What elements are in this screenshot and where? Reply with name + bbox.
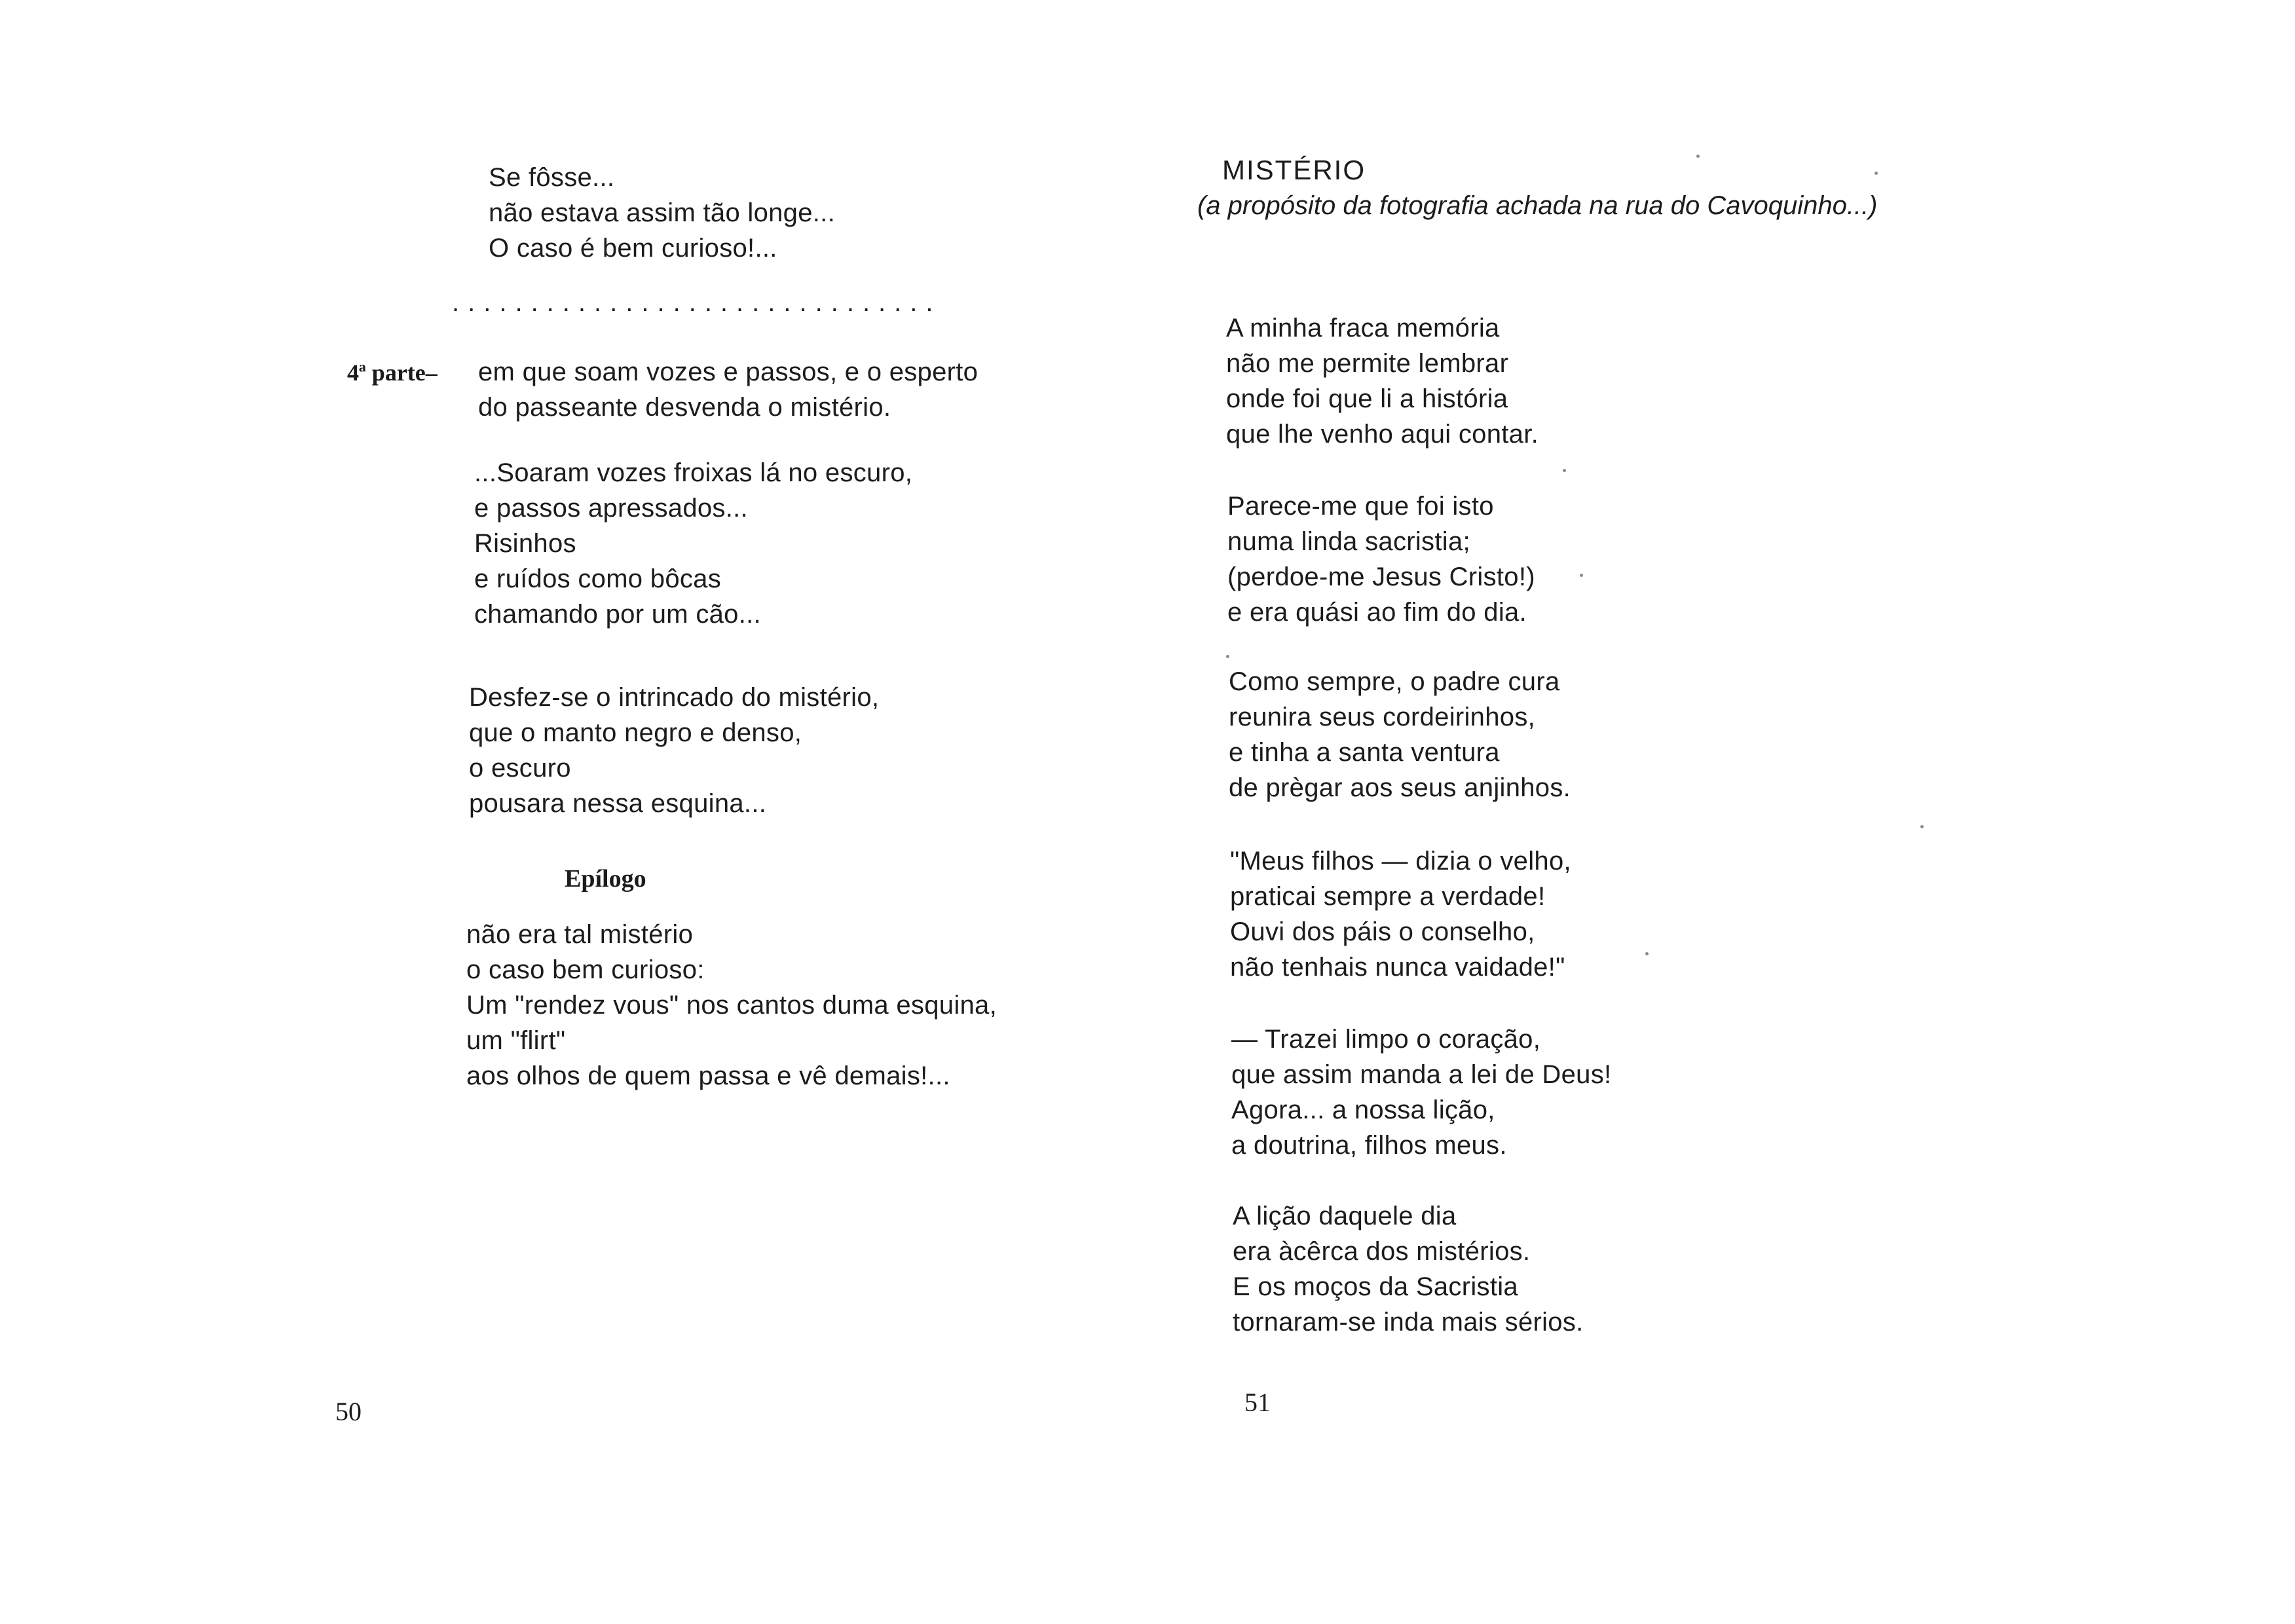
stanza-5 (1231, 1022, 1611, 1163)
poem-title: MISTÉRIO (1222, 155, 1366, 185)
scan-speck (1580, 574, 1583, 577)
verse-line: Desfez-se o intrincado do mistério, (469, 683, 880, 712)
stanza-2 (1227, 489, 1535, 630)
verse-line: Parece-me que foi isto (1227, 492, 1494, 521)
verse-line: chamando por um cão... (474, 600, 761, 629)
scan-speck (1875, 172, 1878, 175)
verse-line: A minha fraca memória (1226, 314, 1500, 342)
scan-speck (1563, 469, 1566, 472)
verse-line: numa linda sacristia; (1227, 527, 1470, 556)
verse-line: era àcêrca dos mistérios. (1233, 1237, 1531, 1266)
epilogue-heading: Epílogo (565, 865, 646, 893)
stanza-4 (1230, 843, 1571, 985)
page-number-right: 51 (1244, 1388, 1271, 1417)
verse-line: A lição daquele dia (1233, 1202, 1457, 1230)
verse-line: ...Soaram vozes froixas lá no escuro, (474, 458, 913, 487)
epilogue (466, 917, 997, 1094)
verse-line: não me permite lembrar (1226, 349, 1509, 378)
verse-line: e ruídos como bôcas (474, 564, 722, 593)
verse-line: reunira seus cordeirinhos, (1229, 703, 1536, 731)
verse-line: Ouvi dos páis o conselho, (1230, 917, 1535, 946)
verse-line: que lhe venho aqui contar. (1226, 420, 1539, 449)
verse-line: Agora... a nossa lição, (1231, 1096, 1495, 1124)
description-line: do passeante desvenda o mistério. (478, 393, 891, 422)
right-page (1148, 0, 2295, 1624)
scan-speck (1226, 655, 1229, 658)
verse-line: — Trazei limpo o coração, (1231, 1025, 1541, 1054)
verse-line: Como sempre, o padre cura (1229, 667, 1560, 696)
verse-line: um "flirt" (466, 1026, 566, 1055)
verse-line: o caso bem curioso: (466, 955, 705, 984)
verse-line: não estava assim tão longe... (489, 198, 836, 227)
page-number-left: 50 (335, 1397, 362, 1426)
verse-line: e passos apressados... (474, 494, 748, 523)
verse-line: que o manto negro e denso, (469, 718, 802, 747)
dotted-separator: ............................... (452, 288, 942, 317)
description-line: em que soam vozes e passos, e o esperto (478, 358, 979, 386)
verse-line: onde foi que li a história (1226, 384, 1508, 413)
verse-line: o escuro (469, 754, 571, 783)
verse-line: e era quási ao fim do dia. (1227, 598, 1527, 627)
verse-line: Um "rendez vous" nos cantos duma esquina, (466, 991, 998, 1020)
verse-line: aos olhos de quem passa e vê demais!... (466, 1061, 950, 1090)
stanza-3 (1229, 664, 1571, 805)
verse-line: que assim manda a lei de Deus! (1231, 1060, 1612, 1089)
scan-speck (1920, 825, 1924, 828)
verse-line: "Meus filhos — dizia o velho, (1230, 847, 1571, 876)
stanza-2 (469, 680, 879, 821)
poem-subtitle: (a propósito da fotografia achada na rua do Cavoquinho...) (1197, 191, 1878, 220)
scan-speck (1645, 952, 1649, 955)
verse-line: de prègar aos seus anjinhos. (1229, 773, 1571, 802)
stanza-1 (474, 455, 912, 632)
verse-line: e tinha a santa ventura (1229, 738, 1500, 767)
verse-line: a doutrina, filhos meus. (1231, 1131, 1507, 1160)
scan-speck (1696, 155, 1700, 158)
part-label: 4ª parte– (347, 360, 438, 386)
verse-line: O caso é bem curioso!... (489, 234, 777, 263)
verse-line: praticai sempre a verdade! (1230, 882, 1546, 911)
verse-line: Risinhos (474, 529, 576, 558)
stanza-6 (1233, 1198, 1584, 1340)
verse-line: E os moços da Sacristia (1233, 1272, 1518, 1301)
verse-line: pousara nessa esquina... (469, 789, 767, 818)
stanza-1 (1226, 310, 1539, 452)
verse-line: Se fôsse... (489, 163, 615, 192)
verse-line: não era tal mistério (466, 920, 694, 949)
intro-stanza (489, 160, 835, 266)
part-description (478, 354, 978, 425)
verse-line: tornaram-se inda mais sérios. (1233, 1308, 1584, 1337)
verse-line: não tenhais nunca vaidade!" (1230, 953, 1565, 982)
verse-line: (perdoe-me Jesus Cristo!) (1227, 563, 1535, 591)
